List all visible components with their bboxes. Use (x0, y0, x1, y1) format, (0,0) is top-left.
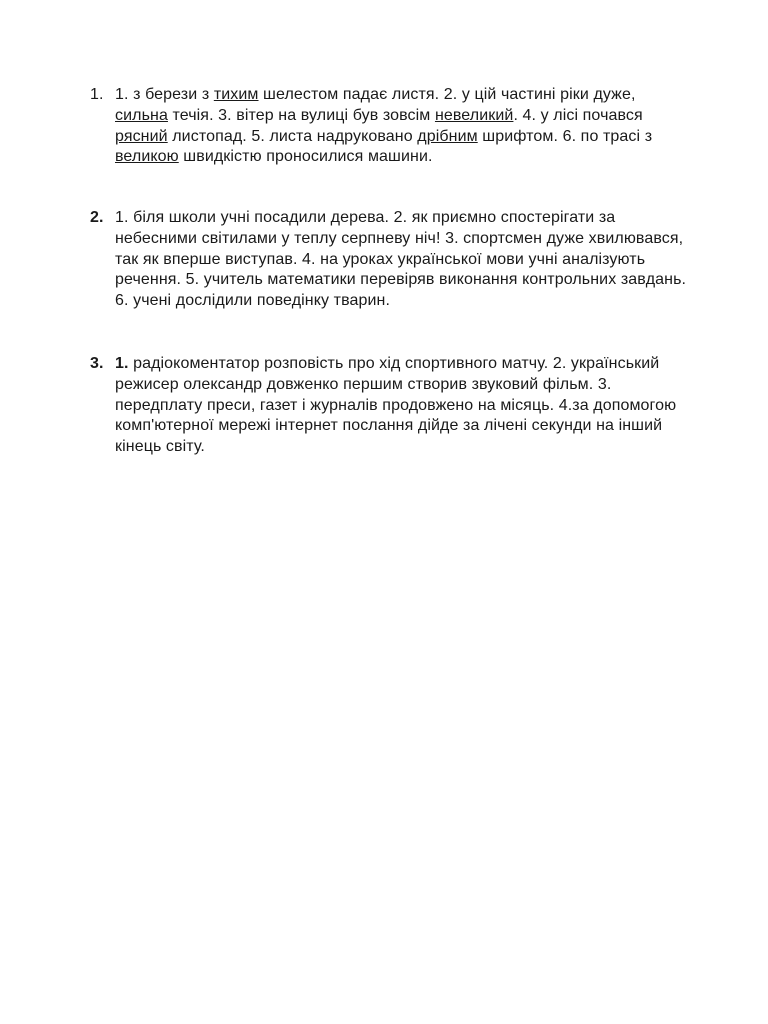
text-segment: радіокоментатор розповість про хід спортивного матчу. 2. український режисер олександр довженко першим створив звуковий фільм. 3. передплату преси, газет і журналів продовжено на місяць. 4.за допомогою комп'ютерної мережі інтернет послання дійде за лічені секунди на інший кінець світу. (115, 355, 677, 456)
text-segment: швидкістю проносилися машини. (178, 148, 433, 166)
list-number: 1. (90, 86, 104, 103)
list-item-text (115, 85, 690, 168)
list-number: 3. (90, 355, 104, 372)
list-item-text (115, 354, 690, 458)
text-segment: течія. 3. вітер на вулиці був зовсім (167, 106, 435, 124)
underlined-word: рясний (115, 127, 168, 145)
text-segment: листопад. 5. листа надруковано (167, 127, 418, 145)
underlined-word: дрібним (417, 127, 478, 145)
text-segment: шелестом падає листя. 2. у цій частині ріки дуже, (258, 86, 636, 103)
list-item-text: 1. біля школи учні посадили дерева. 2. як приємно спостерігати за небесними світилами у теплу серпневу ніч! 3. спортсмен дуже хвилювався, так як вперше виступав. 4. на уроках української мови учні аналізують речення. 5. учитель математики перевіряв виконання контрольних завдань. 6. учені дослідили поведінку тварин. (115, 209, 687, 310)
underlined-word: невеликий (434, 106, 514, 124)
underlined-word: сильна (115, 106, 168, 124)
list-item-1 (90, 85, 690, 168)
text-segment: шрифтом. 6. по трасі з (477, 127, 653, 145)
underlined-word: тихим (213, 86, 259, 103)
list-item-2 (90, 208, 690, 312)
text-segment: . 4. у лісі почався (513, 106, 643, 124)
list-item-3 (90, 354, 690, 458)
sentence-lead-number: 1. (115, 355, 129, 372)
text-segment: 1. з берези з (115, 86, 214, 103)
underlined-word: великою (115, 148, 179, 166)
list-number: 2. (90, 209, 104, 226)
